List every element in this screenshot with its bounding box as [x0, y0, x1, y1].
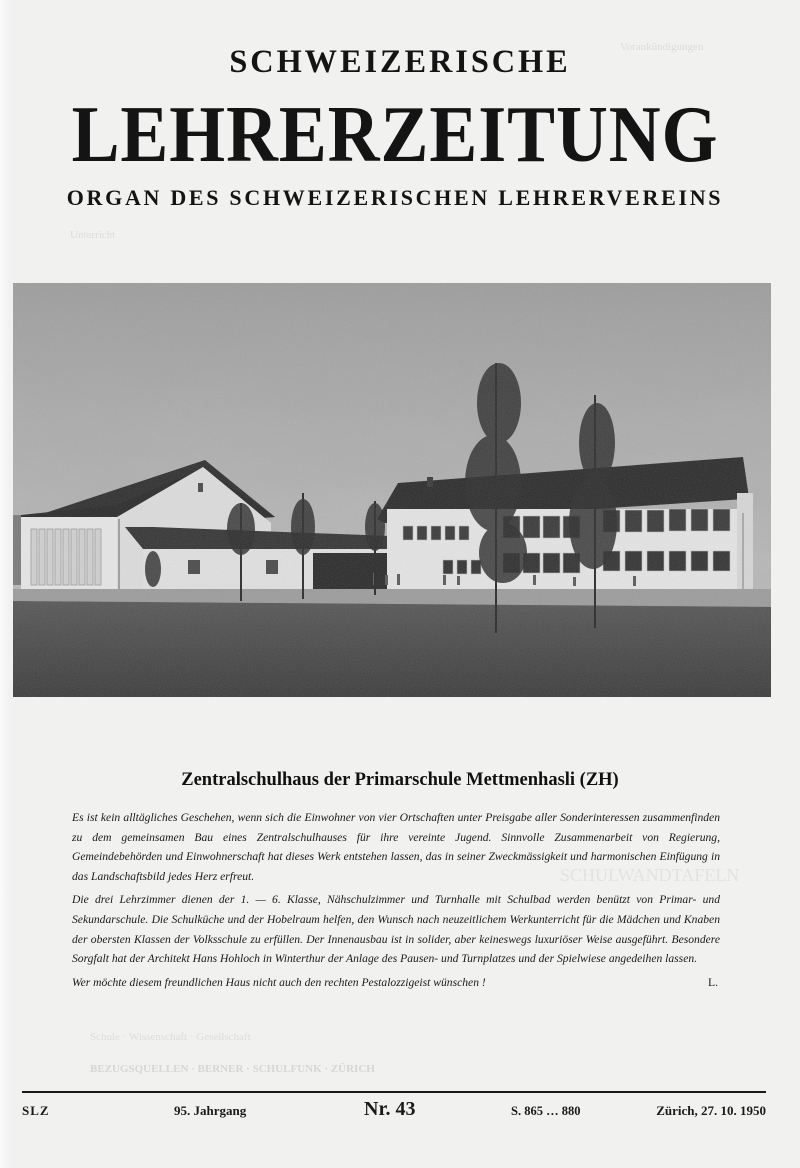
- school-buildings-photo: [13, 283, 771, 697]
- article-paragraph: Es ist kein alltägliches Geschehen, wenn sich die Einwohner von vier Ortschaften unter Preisgabe aller Sonderinteressen zusammenfinden zu dem gemeinsamen Bau eines Zentralschulhauses für ihre vereinte Jugend. Sinnvolle Zusammenarbeit von Regierung, Gemeindebehörden und Einwohnerschaft hat dieses Werk entstehen lassen, das in seiner Zweckmässigkeit und harmonischen Einfügung in das Landschaftsbild jedes Herz erfreut.: [72, 811, 720, 883]
- masthead-kicker: SCHWEIZERISCHE: [229, 44, 571, 80]
- page-range: S. 865 … 880: [511, 1104, 581, 1118]
- footer-divider: [22, 1091, 766, 1093]
- bleed-through-text: Vorankündigungen: [620, 41, 704, 53]
- bleed-through-text: Schule · Wissenschaft · Gesellschaft: [90, 1031, 251, 1043]
- page-edge: [0, 0, 10, 1168]
- article-paragraph: Die drei Lehrzimmer dienen der 1. — 6. Klasse, Nähschulzimmer und Turnhalle mit Schulbad werden benützt von Primar- und Sekundarschule. Die Schulküche und der Hobelraum helfen, den Wunsch nach neuzeitlichem Werkunterricht für die Mädchen und Knaben der obersten Klassen der Volksschule zu erfüllen. Der Innenausbau ist in solider, aber keineswegs luxuriöser Weise ausgeführt. Besondere Sorgfalt hat der Architekt Hans Hohloch in Winterthur der Anlage des Pausen- und Turnplatzes und der Spielwiese angedeihen lassen.: [72, 893, 720, 966]
- volume-label: 95. Jahrgang: [174, 1103, 247, 1118]
- place-and-date: Zürich, 27. 10. 1950: [656, 1103, 766, 1118]
- masthead-title: LEHRERZEITUNG: [71, 89, 719, 179]
- article-body: [72, 808, 720, 992]
- bleed-through-text: SCHULWANDTAFELN: [560, 868, 740, 882]
- article-title: Zentralschulhaus der Primarschule Mettmenhasli (ZH): [181, 770, 619, 790]
- bleed-through-text: BEZUGSQUELLEN · BERNER · SCHULFUNK · ZÜRICH: [90, 1063, 375, 1075]
- masthead-subtitle: ORGAN DES SCHWEIZERISCHEN LEHRERVEREINS: [66, 185, 724, 210]
- issue-number: Nr. 43: [364, 1098, 416, 1120]
- issue-footer: [22, 1098, 766, 1126]
- article-closing: [72, 973, 720, 993]
- photo-illustration: [13, 283, 771, 697]
- closing-sentence: Wer möchte diesem freundlichen Haus nicht auch den rechten Pestalozzigeist wünschen !: [72, 975, 486, 989]
- author-signature: L.: [708, 975, 718, 989]
- bleed-through-text: Unterricht: [70, 229, 116, 241]
- journal-abbreviation: SLZ: [22, 1103, 50, 1118]
